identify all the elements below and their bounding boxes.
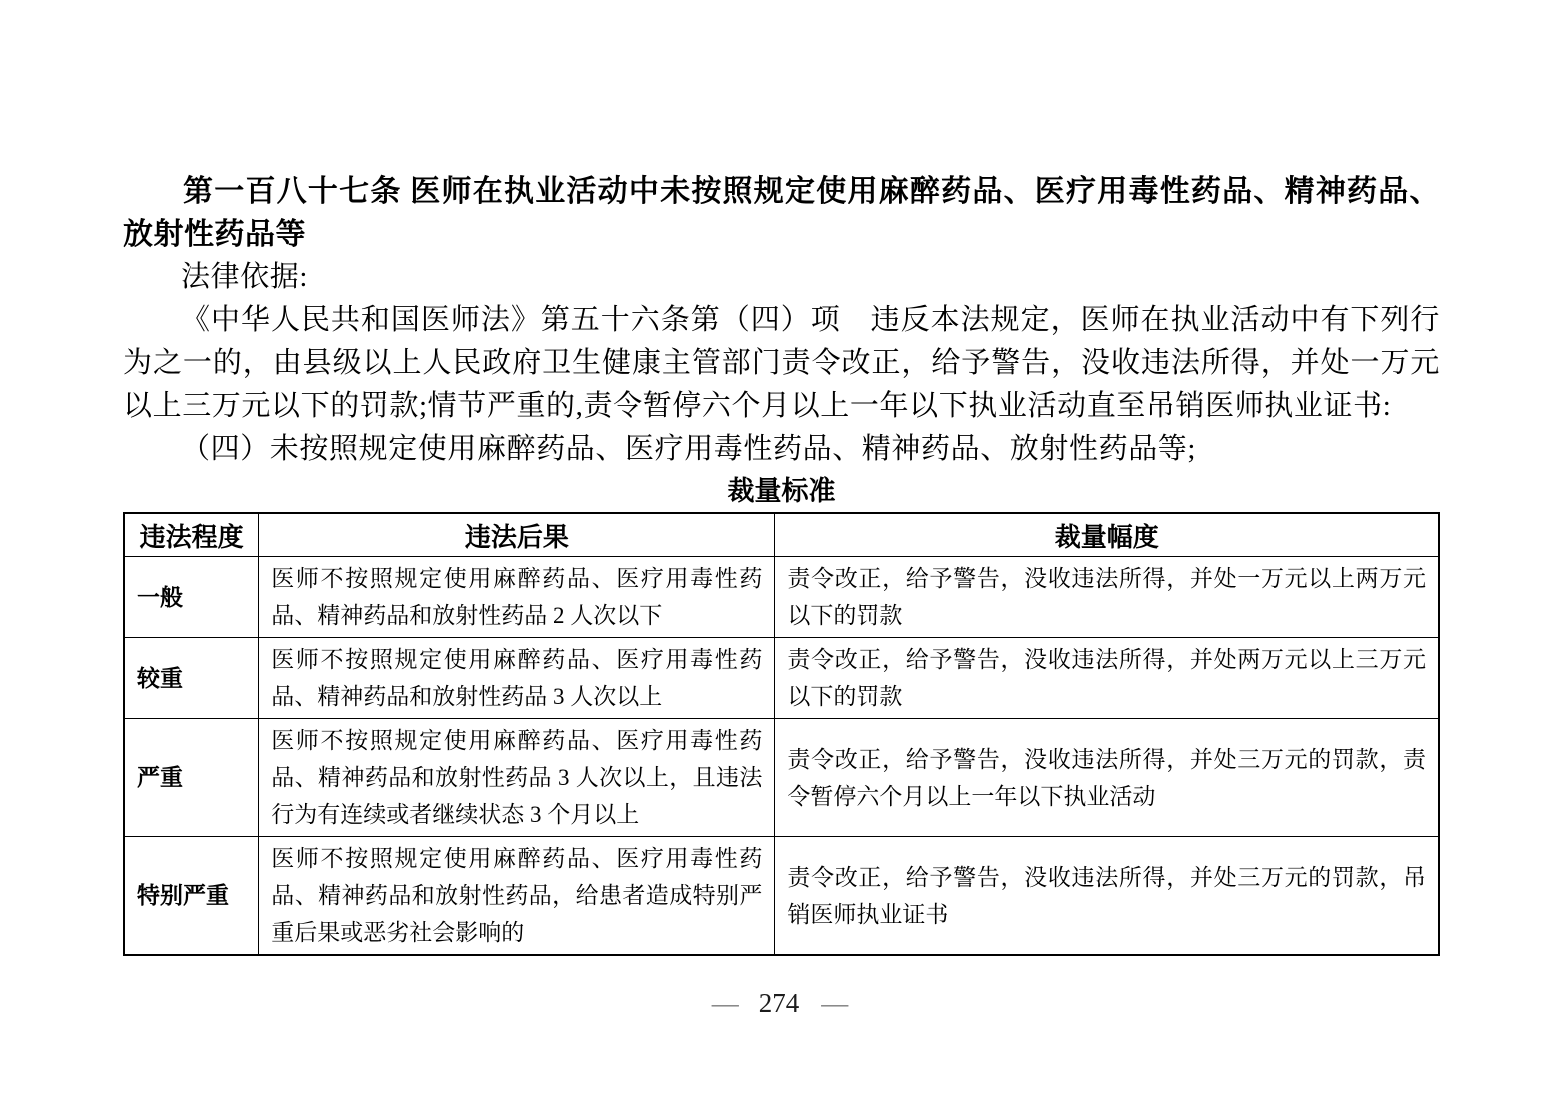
level-cell: 较重 (124, 638, 259, 719)
discretion-cell: 责令改正，给予警告，没收违法所得，并处三万元的罚款，吊销医师执业证书 (775, 837, 1439, 956)
item-four-text: （四）未按照规定使用麻醉药品、医疗用毒性药品、精神药品、放射性药品等; (181, 433, 1197, 465)
header-violation-consequence: 违法后果 (259, 513, 775, 557)
level-cell: 特别严重 (124, 837, 259, 956)
consequence-cell: 医师不按照规定使用麻醉药品、医疗用毒性药品、精神药品和放射性药品 2 人次以下 (259, 557, 775, 638)
consequence-cell: 医师不按照规定使用麻醉药品、医疗用毒性药品、精神药品和放射性药品，给患者造成特别严重后果或恶劣社会影响的 (259, 837, 775, 956)
legal-basis-text: 《中华人民共和国医师法》第五十六条第（四）项 违反本法规定，医师在执业活动中有下列行为之一的，由县级以上人民政府卫生健康主管部门责令改正，给予警告，没收违法所得，并处一万元以上三万元以下的罚款;情节严重的,责令暂停六个月以上一年以下执业活动直至吊销医师执业证书: (123, 304, 1440, 422)
table-header-row (124, 513, 1439, 557)
page-number: 274 (758, 988, 800, 1018)
discretion-cell: 责令改正，给予警告，没收违法所得，并处一万元以上两万元以下的罚款 (775, 557, 1439, 638)
level-cell: 严重 (124, 719, 259, 837)
discretion-cell: 责令改正，给予警告，没收违法所得，并处三万元的罚款，责令暂停六个月以上一年以下执业活动 (775, 719, 1439, 837)
document-content (123, 0, 1440, 956)
discretion-cell: 责令改正，给予警告，没收违法所得，并处两万元以上三万元以下的罚款 (775, 638, 1439, 719)
discretion-standards-table (123, 512, 1440, 956)
consequence-cell: 医师不按照规定使用麻醉药品、医疗用毒性药品、精神药品和放射性药品 3 人次以上，且违法行为有连续或者继续状态 3 个月以上 (259, 719, 775, 837)
table-caption: 裁量标准 (727, 476, 836, 506)
legal-basis-label: 法律依据: (181, 261, 309, 293)
table-row (124, 837, 1439, 956)
header-discretion-range: 裁量幅度 (775, 513, 1439, 557)
page-footer (0, 988, 1558, 1019)
table-row (124, 638, 1439, 719)
level-cell: 一般 (124, 557, 259, 638)
footer-left-dash: — (711, 988, 737, 1018)
table-row (124, 719, 1439, 837)
article-title: 第一百八十七条 医师在执业活动中未按照规定使用麻醉药品、医疗用毒性药品、精神药品、放射性药品等 (123, 175, 1440, 251)
footer-right-dash: — (821, 988, 847, 1018)
header-violation-degree: 违法程度 (124, 513, 259, 557)
consequence-cell: 医师不按照规定使用麻醉药品、医疗用毒性药品、精神药品和放射性药品 3 人次以上 (259, 638, 775, 719)
table-row (124, 557, 1439, 638)
